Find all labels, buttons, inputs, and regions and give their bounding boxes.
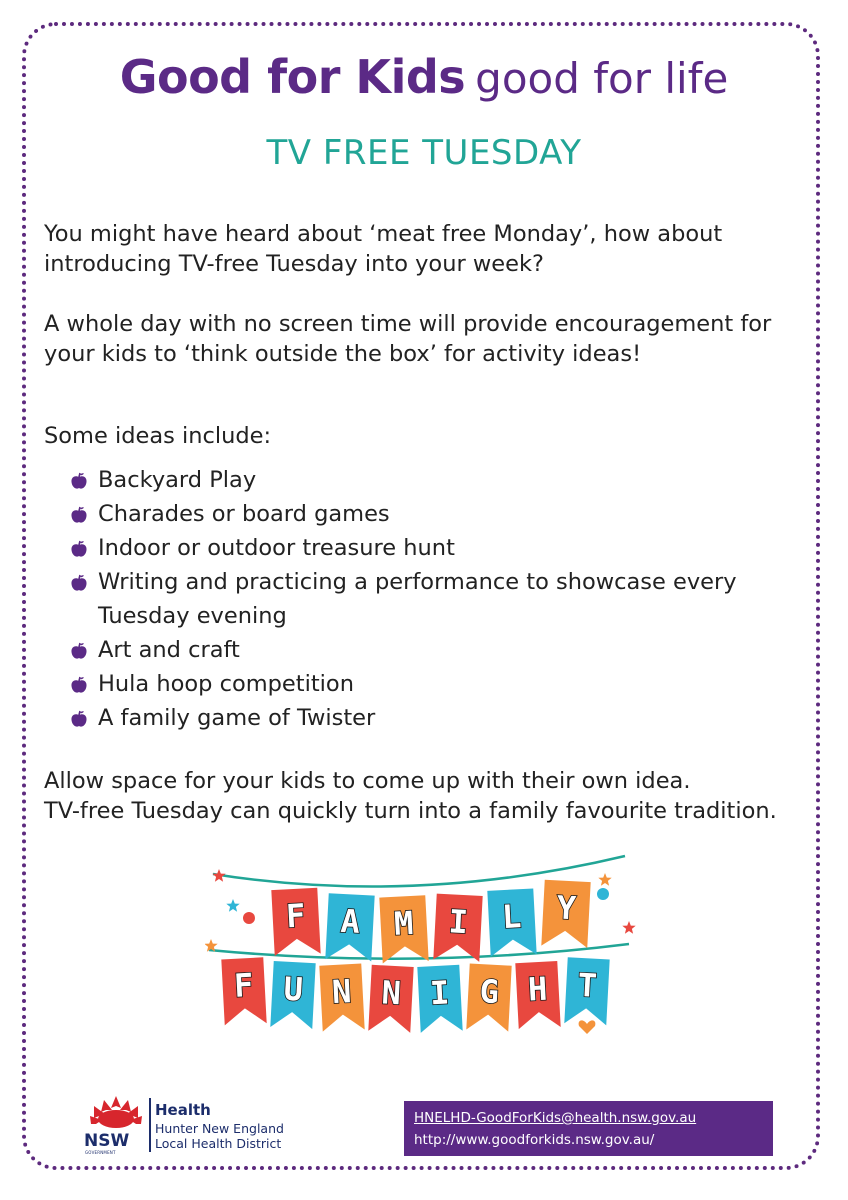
closing-line-2: TV-free Tuesday can quickly turn into a family favourite tradition. (44, 798, 777, 824)
banner-flags-family (271, 880, 590, 964)
brand-title (0, 50, 848, 104)
flag-letter: L (501, 897, 523, 937)
brand-bold: Good for Kids (119, 50, 466, 104)
flag-letter: Y (555, 888, 577, 928)
idea-item (70, 701, 790, 735)
idea-item (70, 531, 790, 565)
banner-flag (368, 965, 413, 1033)
apple-bullet-icon (70, 472, 88, 490)
flag-letter: I (429, 973, 451, 1013)
website-link[interactable]: http://www.goodforkids.nsw.gov.au/ (414, 1132, 655, 1148)
closing-line-1: Allow space for your kids to come up with their own idea. (44, 768, 691, 794)
banner-flag (319, 964, 364, 1032)
apple-bullet-icon (70, 540, 88, 558)
apple-bullet-icon (70, 506, 88, 524)
ideas-list (70, 463, 790, 735)
idea-item (70, 463, 790, 497)
star-icon (212, 869, 225, 882)
logo-divider (149, 1098, 151, 1152)
ideas-heading: Some ideas include: (44, 423, 272, 449)
idea-text: Charades or board games (98, 501, 390, 527)
flag-letter: A (339, 901, 361, 941)
banner-flag (270, 961, 315, 1029)
star-icon (226, 899, 239, 912)
flag-letter: T (576, 965, 598, 1005)
banner-flag (417, 965, 462, 1033)
waratah-icon (86, 1094, 146, 1130)
flag-letter: N (331, 972, 353, 1012)
flower-icon (597, 888, 609, 900)
flag-letter: F (285, 896, 307, 936)
family-fun-night-banner (205, 848, 645, 1048)
brand-light: good for life (475, 54, 729, 103)
idea-text: A family game of Twister (98, 705, 376, 731)
page-subtitle: TV FREE TUESDAY (266, 133, 582, 173)
government-label: GOVERNMENT (85, 1150, 116, 1155)
apple-bullet-icon (70, 574, 88, 592)
district-line-2: Local Health District (155, 1136, 282, 1151)
idea-text: Backyard Play (98, 467, 257, 493)
banner-flag (221, 957, 266, 1025)
heart-icon (579, 1020, 596, 1034)
idea-item (70, 497, 790, 531)
contact-box (404, 1101, 773, 1156)
star-icon (598, 873, 611, 886)
flag-letter: M (393, 903, 415, 943)
district-line-1: Hunter New England (155, 1121, 284, 1136)
screen-time-paragraph: A whole day with no screen time will provide encouragement for your kids to ‘think outside the box’ for activity ideas! (44, 311, 772, 367)
idea-item (70, 633, 790, 667)
banner-flag (325, 893, 374, 961)
banner-flag (487, 888, 536, 956)
banner-flags-funnight (221, 957, 609, 1033)
star-icon (622, 921, 635, 934)
idea-text: Indoor or outdoor treasure hunt (98, 535, 455, 561)
banner-flag (433, 894, 482, 962)
idea-item (70, 565, 790, 633)
email-link[interactable]: HNELHD-GoodForKids@health.nsw.gov.au (414, 1110, 697, 1126)
flag-letter: I (447, 902, 469, 942)
flag-letter: F (233, 965, 255, 1005)
idea-text: Hula hoop competition (98, 671, 354, 697)
health-label: Health (155, 1101, 211, 1119)
idea-text: Art and craft (98, 637, 240, 663)
idea-text: Writing and practicing a performance to showcase every Tuesday evening (98, 569, 737, 629)
nsw-wordmark: NSW (84, 1131, 130, 1151)
flag-letter: G (478, 972, 500, 1012)
banner-flag (271, 888, 320, 956)
apple-bullet-icon (70, 642, 88, 660)
apple-bullet-icon (70, 710, 88, 728)
flower-icon (243, 912, 255, 924)
flag-letter: N (380, 973, 402, 1013)
banner-flag (379, 895, 428, 963)
banner-flag (564, 957, 609, 1025)
banner-flag (466, 964, 511, 1032)
flag-letter: U (282, 969, 304, 1009)
nsw-health-logo (84, 1094, 324, 1156)
banner-flag (541, 880, 590, 948)
apple-bullet-icon (70, 676, 88, 694)
intro-paragraph: You might have heard about ‘meat free Monday’, how about introducing TV-free Tuesday into your week? (44, 221, 723, 277)
idea-item (70, 667, 790, 701)
banner-flag (515, 961, 560, 1029)
flag-letter: H (527, 969, 549, 1009)
